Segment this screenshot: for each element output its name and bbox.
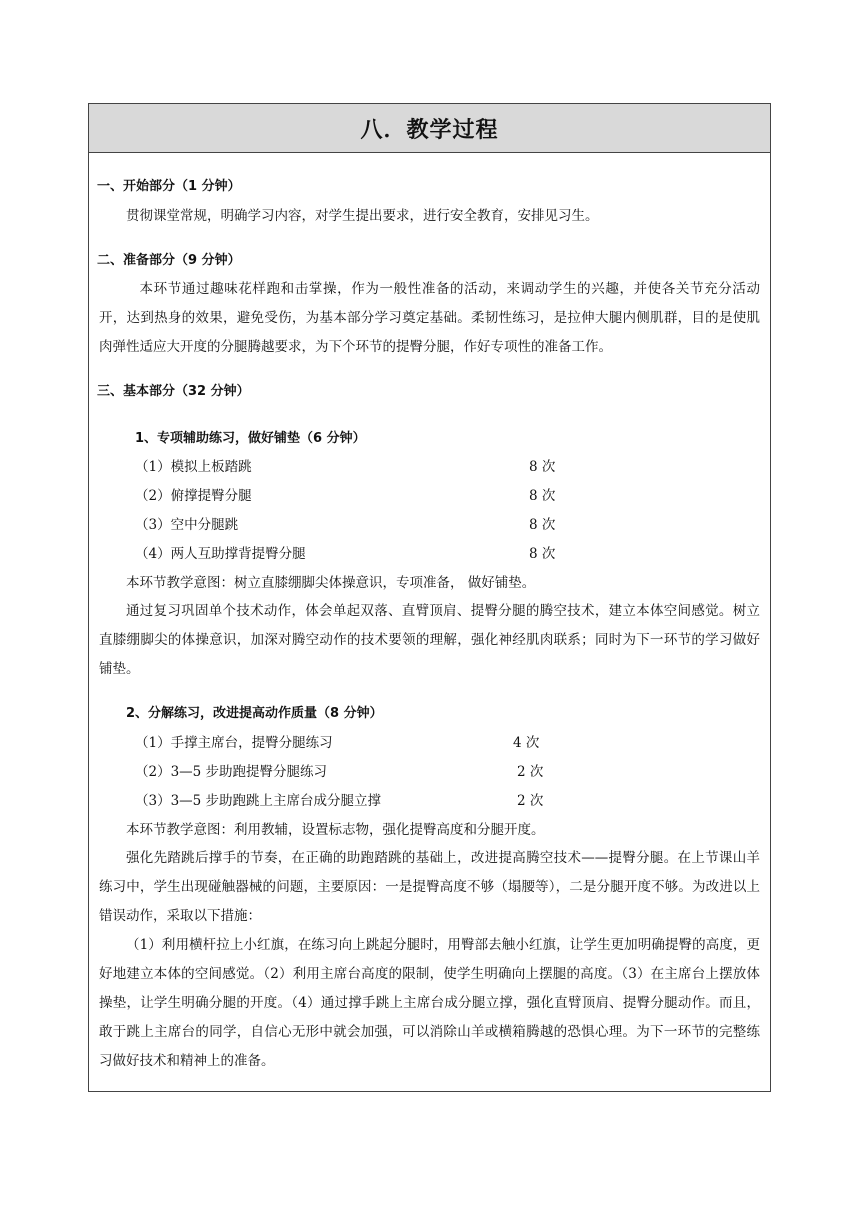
sub-heading-1: 1、专项辅助练习，做好铺垫（6 分钟） (135, 431, 366, 446)
lesson-table (88, 103, 771, 1092)
table-header (89, 104, 770, 153)
page-title: 八．教学过程 (360, 117, 499, 143)
section-text-prep: 本环节通过趣味花样跑和击掌操，作为一般性准备的活动，来调动学生的兴趣，并使各关节充分活动开，达到热身的效果，避免受伤，为基本部分学习奠定基础。柔韧性练习，是拉伸大腿内侧肌群，目的是使肌肉弹性适应大开度的分腿腾越要求，为下个环节的提臀分腿，作好专项性的准备工作。 (99, 281, 760, 355)
section-text-start: 贯彻课堂常规，明确学习内容，对学生提出要求，进行安全教育，安排见习生。 (126, 208, 599, 224)
explanation-text-2: 强化先踏跳后撑手的节奏，在正确的助跑踏跳的基础上，改进提高腾空技术——提臀分腿。在上节课山羊练习中，学生出现碰触器械的问题，主要原因：一是提臀高度不够（塌腰等），二是分腿开度不够。为改进以上错误动作，采取以下措施： (99, 850, 760, 924)
list-item-count: 8 次 (529, 517, 556, 533)
list-item: （1）模拟上板踏跳 (135, 459, 252, 475)
list-item: （1）手撑主席台，提臀分腿练习 (135, 735, 333, 751)
list-item-count: 2 次 (517, 764, 544, 780)
list-item: （3）空中分腿跳 (135, 517, 239, 533)
intent-text-1: 本环节教学意图：树立直膝绷脚尖体操意识，专项准备， 做好铺垫。 (126, 575, 536, 591)
sub-heading-2: 2、分解练习，改进提高动作质量（8 分钟） (126, 706, 383, 721)
list-item-count: 2 次 (517, 793, 544, 809)
section-heading-prep: 二、准备部分（9 分钟） (97, 253, 241, 268)
section-heading-basic: 三、基本部分（32 分钟） (97, 384, 250, 399)
measures-text: （1）利用横杆拉上小红旗，在练习向上跳起分腿时，用臀部去触小红旗，让学生更加明确提臀的高度，更好地建立本体的空间感觉。（2）利用主席台高度的限制，使学生明确向上摆腿的高度。（3）在主席台上摆放体操垫，让学生明确分腿的开度。（4）通过撑手跳上主席台成分腿立撑，强化直臂顶肩、提臀分腿动作。而且，敢于跳上主席台的同学，自信心无形中就会加强，可以消除山羊或横箱腾越的恐惧心理。为下一环节的完整练习做好技术和精神上的准备。 (99, 937, 760, 1069)
list-item: （4）两人互助撑背提臀分腿 (135, 546, 306, 562)
list-item-count: 8 次 (529, 459, 556, 475)
section-heading-start: 一、开始部分（1 分钟） (97, 179, 241, 194)
list-item-count: 8 次 (529, 546, 556, 562)
list-item: （2）俯撑提臀分腿 (135, 488, 252, 504)
list-item: （2）3—5 步助跑提臀分腿练习 (135, 764, 328, 780)
intent-text-2: 本环节教学意图：利用教辅，设置标志物，强化提臀高度和分腿开度。 (126, 822, 545, 838)
list-item: （3）3—5 步助跑跳上主席台成分腿立撑 (135, 793, 382, 809)
list-item-count: 4 次 (513, 735, 540, 751)
explanation-text-1: 通过复习巩固单个技术动作，体会单起双落、直臂顶肩、提臀分腿的腾空技术，建立本体空间感觉。树立直膝绷脚尖的体操意识，加深对腾空动作的技术要领的理解，强化神经肌肉联系；同时为下一环节的学习做好铺垫。 (99, 603, 760, 677)
list-item-count: 8 次 (529, 488, 556, 504)
